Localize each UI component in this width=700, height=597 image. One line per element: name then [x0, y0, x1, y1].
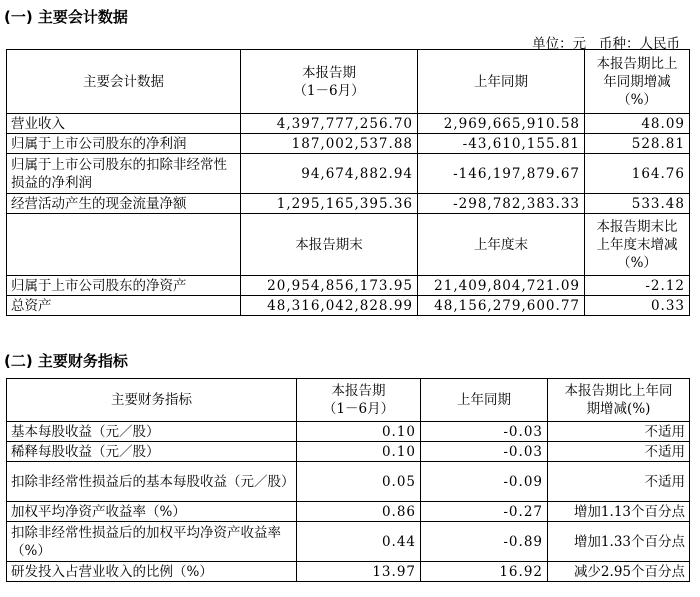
- table-row: [7, 562, 690, 582]
- empty-cell: [7, 214, 241, 276]
- row-prior: -0.03: [421, 422, 548, 442]
- table-row: [7, 194, 690, 214]
- row-prior: 21,409,804,721.09: [418, 276, 585, 296]
- row-change: 0.33: [585, 296, 690, 316]
- row-label: 加权平均净资产收益率（%）: [7, 502, 297, 522]
- header-change: 本报告期比上 年同期增减 （%）: [585, 50, 690, 114]
- row-label: 扣除非经常性损益后的基本每股收益（元／股）: [7, 462, 297, 502]
- table-subheader-row: [7, 214, 690, 276]
- row-prior: -146,197,879.67: [418, 154, 585, 194]
- row-change: 不适用: [548, 422, 690, 442]
- row-current: 94,674,882.94: [241, 154, 418, 194]
- table-row: [7, 442, 690, 462]
- row-current: 13.97: [297, 562, 421, 582]
- row-current: 0.86: [297, 502, 421, 522]
- row-prior: -0.89: [421, 522, 548, 562]
- header-current-end: 本报告期末: [241, 214, 418, 276]
- row-current: 0.10: [297, 422, 421, 442]
- header-current: 本报告期 （1－6月）: [241, 50, 418, 114]
- header-change: 本报告期比上年同 期增减(%): [548, 379, 690, 422]
- row-change: 528.81: [585, 134, 690, 154]
- header-item: 主要会计数据: [7, 50, 241, 114]
- row-current: 20,954,856,173.95: [241, 276, 418, 296]
- row-prior: -0.09: [421, 462, 548, 502]
- table-header-row: [7, 379, 690, 422]
- table-row: [7, 462, 690, 502]
- row-label: 研发投入占营业收入的比例（%）: [7, 562, 297, 582]
- table-row: [7, 114, 690, 134]
- header-prior-end: 上年度末: [418, 214, 585, 276]
- table-header-row: [7, 50, 690, 114]
- header-current: 本报告期 （1－6月）: [297, 379, 421, 422]
- row-prior: 16.92: [421, 562, 548, 582]
- row-change: 不适用: [548, 462, 690, 502]
- unit-label: 单位：元: [532, 36, 587, 52]
- row-label: 营业收入: [7, 114, 241, 134]
- row-current: 1,295,165,395.36: [241, 194, 418, 214]
- section-title-accounting-data: (一) 主要会计数据: [4, 8, 128, 26]
- row-label: 归属于上市公司股东的净资产: [7, 276, 241, 296]
- row-label: 总资产: [7, 296, 241, 316]
- table-row: [7, 154, 690, 194]
- header-prior: 上年同期: [418, 50, 585, 114]
- row-change: 增加1.33个百分点: [548, 522, 690, 562]
- row-prior: -43,610,155.81: [418, 134, 585, 154]
- accounting-data-table: [6, 49, 690, 316]
- financial-indicators-table: [6, 378, 690, 582]
- row-change: 533.48: [585, 194, 690, 214]
- row-label: 归属于上市公司股东的净利润: [7, 134, 241, 154]
- table-row: [7, 296, 690, 316]
- table-row: [7, 422, 690, 442]
- row-change: 48.09: [585, 114, 690, 134]
- row-change: 减少2.95个百分点: [548, 562, 690, 582]
- table-row: [7, 522, 690, 562]
- row-prior: -0.03: [421, 442, 548, 462]
- row-label: 经营活动产生的现金流量净额: [7, 194, 241, 214]
- row-prior: -298,782,383.33: [418, 194, 585, 214]
- row-change: 增加1.13个百分点: [548, 502, 690, 522]
- row-current: 0.44: [297, 522, 421, 562]
- row-label: 基本每股收益（元／股）: [7, 422, 297, 442]
- row-prior: 48,156,279,600.77: [418, 296, 585, 316]
- row-label: 扣除非经常性损益后的加权平均净资产收益率（%）: [7, 522, 297, 562]
- table-row: [7, 502, 690, 522]
- row-label: 归属于上市公司股东的扣除非经常性损益的净利润: [7, 154, 241, 194]
- row-prior: 2,969,665,910.58: [418, 114, 585, 134]
- row-change: -2.12: [585, 276, 690, 296]
- row-current: 0.05: [297, 462, 421, 502]
- table-row: [7, 276, 690, 296]
- row-current: 0.10: [297, 442, 421, 462]
- row-current: 187,002,537.88: [241, 134, 418, 154]
- row-change: 不适用: [548, 442, 690, 462]
- currency-label: 币种：人民币: [599, 36, 680, 52]
- row-change: 164.76: [585, 154, 690, 194]
- row-prior: -0.27: [421, 502, 548, 522]
- header-item: 主要财务指标: [7, 379, 297, 422]
- header-change-end: 本报告期末比 上年度末增减 （%）: [585, 214, 690, 276]
- row-label: 稀释每股收益（元／股）: [7, 442, 297, 462]
- row-current: 4,397,777,256.70: [241, 114, 418, 134]
- table-row: [7, 134, 690, 154]
- header-prior: 上年同期: [421, 379, 548, 422]
- row-current: 48,316,042,828.99: [241, 296, 418, 316]
- section-title-financial-indicators: (二) 主要财务指标: [4, 352, 128, 370]
